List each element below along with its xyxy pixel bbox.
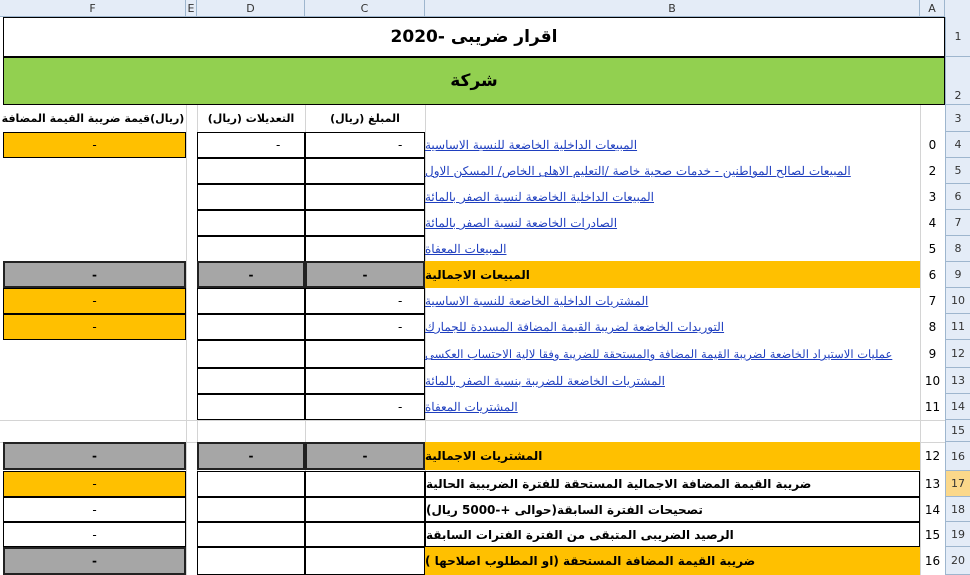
row-label[interactable]: ضريبة القيمة المضافة الاجمالية المستحقة للفترة الضريبية الحالية	[425, 471, 920, 497]
row-header-1[interactable]: 1	[945, 17, 970, 57]
row-label-link[interactable]: المشتريات الخاضعة للضريبة بنسبة الصفر بالمائة	[425, 374, 665, 388]
adjust-cell[interactable]	[197, 471, 305, 497]
amount-cell[interactable]	[305, 547, 425, 575]
row-index: 3	[928, 190, 937, 204]
vat-cell[interactable]: -	[3, 497, 186, 522]
row-label-link[interactable]: المبيعات الداخلية الخاضعة للنسبة الاساسية	[425, 138, 638, 152]
row-header-19[interactable]: 19	[945, 522, 970, 547]
amount-cell[interactable]: -	[305, 288, 425, 314]
row-header-15[interactable]: 15	[945, 420, 970, 442]
adjust-cell[interactable]	[197, 368, 305, 394]
column-header-e[interactable]: E	[186, 0, 197, 17]
row-index: 5	[928, 242, 937, 256]
row-label-link[interactable]: الصادرات الخاضعة لنسبة الصفر بالمائة	[425, 216, 618, 230]
row-header-7[interactable]: 7	[945, 210, 970, 236]
row-index: 0	[928, 138, 937, 152]
row-header-6[interactable]: 6	[945, 184, 970, 210]
row-header-10[interactable]: 10	[945, 288, 970, 314]
vat-cell[interactable]: -	[3, 132, 186, 158]
row-header-18[interactable]: 18	[945, 497, 970, 522]
row-index: 11	[924, 400, 941, 414]
column-header-a[interactable]: A	[920, 0, 945, 17]
amount-cell[interactable]: -	[305, 132, 425, 158]
row-header-5[interactable]: 5	[945, 158, 970, 184]
column-header-f[interactable]: F	[0, 0, 186, 17]
row-label[interactable]: تصحيحات الفترة السابقة(حوالى +-5000 ريال)	[425, 497, 920, 522]
vat-due-total[interactable]: -	[3, 547, 186, 575]
select-all-corner[interactable]	[945, 0, 970, 17]
row-header-20[interactable]: 20	[945, 547, 970, 575]
row-index: 13	[924, 477, 941, 491]
amount-cell[interactable]	[305, 522, 425, 547]
row-label-link[interactable]: المشتريات المعفاة	[425, 400, 518, 414]
adjust-cell[interactable]	[197, 158, 305, 184]
amount-cell[interactable]	[305, 471, 425, 497]
adjust-cell[interactable]: -	[197, 132, 305, 158]
adjust-cell[interactable]	[197, 394, 305, 420]
row-header-13[interactable]: 13	[945, 368, 970, 394]
adjust-cell[interactable]	[197, 236, 305, 262]
row-label-link[interactable]: المبيعات المعفاة	[425, 242, 507, 256]
vat-cell[interactable]: -	[3, 288, 186, 314]
row-header-14[interactable]: 14	[945, 394, 970, 420]
adjust-cell[interactable]	[197, 547, 305, 575]
total-purchases-adjust[interactable]: -	[197, 442, 305, 470]
row-index: 10	[924, 374, 941, 388]
report-title[interactable]: اقرار ضريبى -2020	[3, 17, 945, 57]
gridline	[0, 420, 945, 421]
column-header-d[interactable]: D	[197, 0, 305, 17]
row-label-link[interactable]: المبيعات الداخلية الخاضعة لنسبة الصفر بالمائة	[425, 190, 655, 204]
row-index: 15	[924, 527, 941, 542]
row-label-link[interactable]: المشتريات الداخلية الخاضعة للنسبة الاساسية	[425, 294, 649, 308]
row-header-16[interactable]: 16	[945, 442, 970, 471]
row-header-9[interactable]: 9	[945, 262, 970, 288]
adjust-cell[interactable]	[197, 210, 305, 236]
total-purchases-label[interactable]: المشتريات الاجمالية	[425, 442, 920, 470]
adjust-cell[interactable]	[197, 314, 305, 340]
row-index: 14	[924, 502, 941, 517]
adjust-cell[interactable]	[197, 340, 305, 368]
row-label-link[interactable]: المبيعات لصالح المواطنين - خدمات صحية خاصة /التعليم الاهلى الخاص/ المسكن الاول	[425, 164, 851, 178]
row-index: 12	[924, 449, 941, 463]
row-index: 16	[924, 554, 941, 568]
column-header-c[interactable]: C	[305, 0, 425, 17]
row-label[interactable]: الرصيد الضريبى المتبقى من الفترة الفترات السابقة	[425, 522, 920, 547]
company-name[interactable]: شركة	[3, 57, 945, 105]
row-index: 7	[928, 294, 937, 308]
vat-cell[interactable]: -	[3, 471, 186, 497]
amount-cell[interactable]: -	[305, 314, 425, 340]
header-amount[interactable]: المبلغ (ريال)	[330, 112, 400, 125]
adjust-cell[interactable]	[197, 288, 305, 314]
amount-cell[interactable]	[305, 158, 425, 184]
row-label-link[interactable]: عمليات الاستيراد الخاضعة لضريبة القيمة المضافة والمستحقة للضريبة وفقا لالية الاحتساب العكسى	[425, 347, 893, 361]
row-index: 4	[928, 216, 937, 230]
total-sales-amount[interactable]: -	[305, 261, 425, 288]
adjust-cell[interactable]	[197, 497, 305, 522]
amount-cell[interactable]	[305, 368, 425, 394]
row-index: 6	[928, 267, 937, 282]
total-sales-label[interactable]: المبيعات الاجمالية	[425, 261, 920, 288]
row-header-11[interactable]: 11	[945, 314, 970, 340]
total-purchases-vat[interactable]: -	[3, 442, 186, 470]
row-label-link[interactable]: التوريدات الخاضعة لضريبة القيمة المضافة المسددة للجمارك	[425, 320, 725, 334]
row-header-12[interactable]: 12	[945, 340, 970, 368]
amount-cell[interactable]	[305, 340, 425, 368]
total-sales-adjust[interactable]: -	[197, 261, 305, 288]
amount-cell[interactable]: -	[305, 394, 425, 420]
header-adjustments[interactable]: التعديلات (ريال)	[207, 112, 295, 125]
row-header-3[interactable]: 3	[945, 105, 970, 132]
column-header-b[interactable]: B	[425, 0, 920, 17]
amount-cell[interactable]	[305, 236, 425, 262]
row-header-2[interactable]: 2	[945, 57, 970, 105]
total-purchases-amount[interactable]: -	[305, 442, 425, 470]
adjust-cell[interactable]	[197, 522, 305, 547]
amount-cell[interactable]	[305, 497, 425, 522]
vat-cell[interactable]: -	[3, 314, 186, 340]
vat-due-label[interactable]: ضريبة القيمة المضافة المستحقة (او المطلوب اصلاحها )	[425, 547, 920, 575]
header-vat[interactable]: (ريال)قيمة ضريبة القيمة المضافة	[1, 112, 185, 125]
row-header-8[interactable]: 8	[945, 236, 970, 262]
amount-cell[interactable]	[305, 210, 425, 236]
row-index: 2	[928, 164, 937, 178]
row-header-4[interactable]: 4	[945, 132, 970, 158]
row-index: 8	[928, 320, 937, 334]
total-sales-vat[interactable]: -	[3, 261, 186, 288]
vat-cell[interactable]: -	[3, 522, 186, 547]
adjust-cell[interactable]	[197, 184, 305, 210]
row-index: 9	[928, 347, 937, 361]
row-header-17[interactable]: 17	[945, 471, 970, 497]
amount-cell[interactable]	[305, 184, 425, 210]
